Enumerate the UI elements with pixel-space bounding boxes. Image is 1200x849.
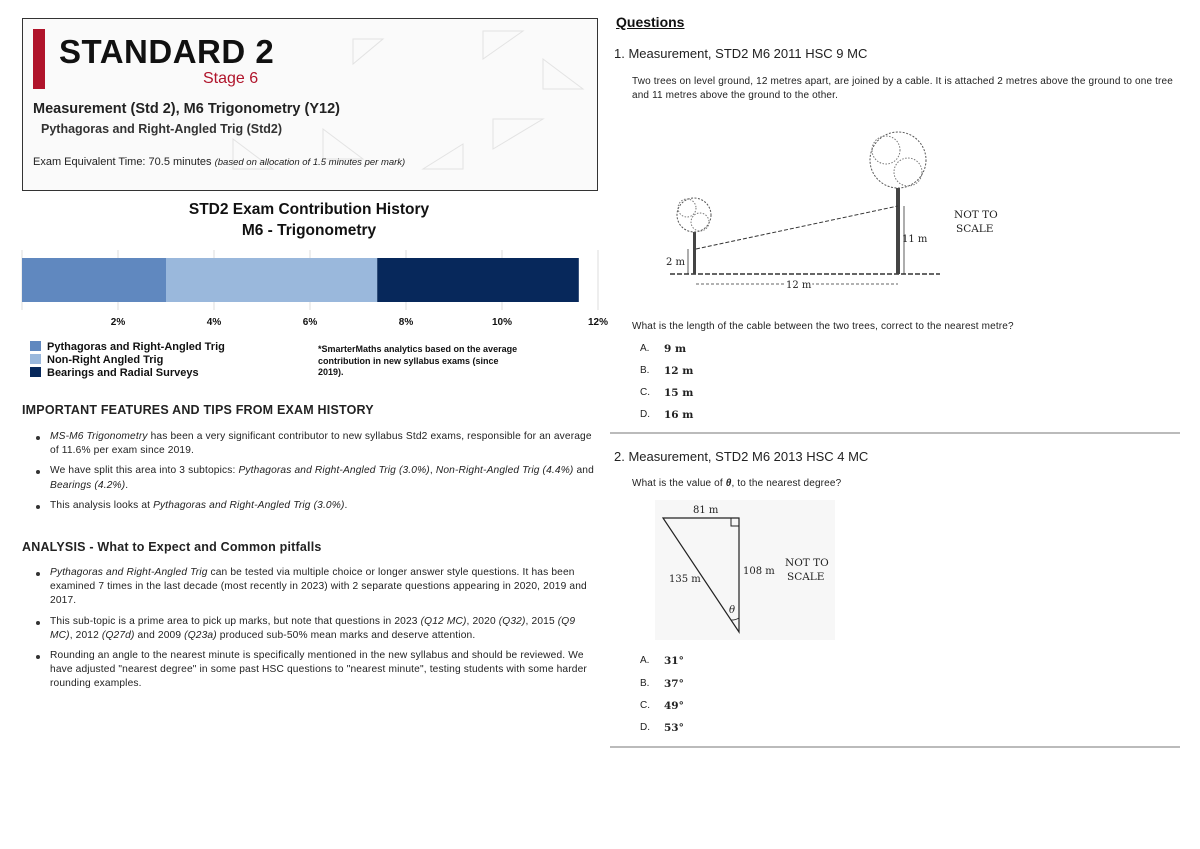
not-to-scale-line2: SCALE — [956, 223, 994, 235]
em-text: Non-Right-Angled Trig (4.4%) — [435, 465, 574, 477]
question-divider — [610, 432, 1180, 434]
option-letter: C. — [640, 387, 650, 398]
question-1-prompt: What is the length of the cable between the two trees, correct to the nearest metre? — [632, 321, 1014, 332]
header-panel — [22, 18, 598, 191]
question-1-text: Two trees on level ground, 12 metres apart, are joined by a cable. It is attached 2 metres above the ground to one tree and 11 metres above the ground to the other. — [632, 76, 1173, 101]
text: This analysis looks at — [50, 499, 154, 511]
x-tick-label: 12% — [587, 317, 609, 328]
label-135m: 135 m — [669, 574, 701, 585]
em-text: (Q12 MC) — [420, 615, 467, 627]
q2-option-c[interactable] — [640, 700, 684, 712]
question-1-trees-diagram — [660, 118, 1000, 294]
text: Rounding an angle to the nearest minute is specifically mentioned in the new syllabus and should be reviewed. We have adjusted "nearest degree" in some past HSC questions to "nearest minute", testing students with some harder rounding examples. — [50, 650, 587, 690]
legend-label-non-right: Non-Right Angled Trig — [47, 354, 164, 366]
question-1-title: 1. Measurement, STD2 M6 2011 HSC 9 MC — [614, 46, 868, 61]
option-letter: D. — [640, 409, 650, 420]
text: has been a very significant contributor to new syllabus Std2 exams, responsible for an average of 11.6% per exam since 2019. — [50, 431, 592, 457]
x-tick-label: 8% — [398, 317, 414, 328]
exam-time-label: Exam Equivalent Time: 70.5 minutes — [33, 156, 212, 168]
em-text: Pythagoras and Right-Angled Trig (3.0%) — [238, 465, 430, 477]
chart-footnote: *SmarterMaths analytics based on the average contribution in new syllabus exams (since 2019). — [318, 344, 518, 377]
legend-swatch-non-right — [30, 354, 41, 364]
em-text: MS-M6 Trigonometry — [50, 431, 148, 442]
text: . — [344, 499, 348, 511]
legend-swatch-bearings — [30, 367, 41, 377]
q1-option-d[interactable] — [640, 409, 694, 421]
option-value: 31° — [664, 655, 684, 667]
text: , 2015 — [525, 615, 558, 627]
q2-option-b[interactable] — [640, 678, 684, 690]
option-value: 37° — [664, 678, 684, 690]
text: and — [573, 465, 594, 477]
label-11m: 11 m — [902, 234, 928, 245]
text: can be tested via multiple choice or longer answer style questions. It has been examined 7 times in the last decade (most recently in 2023) with 2 separate questions appearing in 2020, 2019 and 2017. — [50, 567, 587, 607]
theta-symbol: θ — [725, 478, 732, 489]
option-letter: C. — [640, 700, 650, 711]
cable-line — [696, 206, 898, 249]
legend-label-pythagoras: Pythagoras and Right-Angled Trig — [47, 341, 225, 353]
exam-time-note: (based on allocation of 1.5 minutes per mark) — [214, 157, 406, 168]
x-tick-label: 2% — [110, 317, 126, 328]
label-12m: 12 m — [786, 280, 812, 291]
stage-label: Stage 6 — [203, 70, 259, 87]
label-108m: 108 m — [743, 566, 775, 577]
question-2-prompt — [632, 477, 1180, 491]
text: and 2009 — [134, 629, 185, 641]
exam-time — [33, 156, 405, 168]
legend-item-bearings — [30, 367, 199, 379]
legend-item-non-right — [30, 354, 163, 366]
q2-option-a[interactable] — [640, 655, 684, 667]
option-value: 16 m — [664, 409, 694, 421]
label-2m: 2 m — [666, 257, 686, 268]
subtopic-title: Pythagoras and Right-Angled Trig (Std2) — [41, 122, 282, 136]
option-value: 49° — [664, 700, 684, 712]
option-letter: A. — [640, 343, 650, 354]
legend-label-bearings: Bearings and Radial Surveys — [47, 367, 199, 379]
text: , 2012 — [69, 629, 102, 641]
list-item — [36, 566, 598, 609]
features-heading: IMPORTANT FEATURES AND TIPS FROM EXAM HISTORY — [22, 403, 374, 417]
em-text: (Q27d) — [101, 629, 135, 641]
analysis-list — [36, 566, 598, 698]
question-2-title: 2. Measurement, STD2 M6 2013 HSC 4 MC — [614, 449, 869, 464]
x-tick-label: 4% — [206, 317, 222, 328]
chart-title-line2: M6 - Trigonometry — [241, 222, 377, 239]
text: produced sub-50% mean marks and deserve attention. — [216, 629, 476, 641]
questions-heading: Questions — [616, 14, 685, 30]
em-text: Pythagoras and Right-Angled Trig (3.0%) — [153, 499, 345, 511]
features-list — [36, 430, 598, 519]
contribution-chart — [10, 250, 609, 330]
x-tick-label: 10% — [491, 317, 513, 328]
legend-swatch-pythagoras — [30, 341, 41, 351]
not-to-scale-line1: NOT TO — [954, 209, 998, 221]
text: . — [125, 479, 129, 491]
chart-title — [22, 199, 596, 241]
question-divider — [610, 746, 1180, 748]
label-81m: 81 m — [693, 505, 719, 516]
option-value: 12 m — [664, 365, 694, 377]
header-accent-bar — [33, 29, 45, 89]
option-letter: D. — [640, 722, 650, 733]
option-letter: B. — [640, 678, 650, 689]
analysis-heading: ANALYSIS - What to Expect and Common pitfalls — [22, 540, 322, 554]
chart-title-line1: STD2 Exam Contribution History — [188, 201, 430, 218]
option-letter: B. — [640, 365, 650, 376]
em-text: (Q23a) — [184, 629, 217, 641]
course-title: STANDARD 2 — [59, 33, 275, 70]
list-item — [36, 499, 598, 513]
text: , — [429, 465, 436, 477]
em-text: Pythagoras and Right-Angled Trig — [50, 567, 208, 578]
bar-segment-2 — [166, 258, 377, 302]
label-theta: θ — [729, 605, 736, 616]
legend-item-pythagoras — [30, 341, 225, 353]
x-tick-label: 6% — [302, 317, 318, 328]
not-to-scale-line2: SCALE — [787, 571, 825, 583]
question-2-triangle-diagram — [655, 500, 855, 640]
q1-option-a[interactable] — [640, 343, 687, 355]
bar-segment-3 — [377, 258, 579, 302]
em-text: (Q32) — [498, 615, 526, 627]
text: , 2020 — [466, 615, 499, 627]
text: What is the value of — [632, 478, 726, 489]
em-text: Bearings (4.2%) — [50, 479, 126, 491]
option-value: 53° — [664, 722, 684, 734]
em-text: (Q9 MC) — [50, 615, 576, 641]
large-tree-icon — [870, 132, 926, 274]
text: We have split this area into 3 subtopics: — [50, 465, 239, 477]
option-value: 9 m — [664, 343, 687, 355]
text: This sub-topic is a prime area to pick up marks, but note that questions in 2023 — [50, 615, 421, 627]
option-letter: A. — [640, 655, 650, 666]
q1-option-b[interactable] — [640, 365, 694, 377]
q1-option-c[interactable] — [640, 387, 694, 399]
bar-segment-1 — [22, 258, 166, 302]
text: , to the nearest degree? — [731, 478, 842, 489]
list-item — [36, 615, 598, 643]
option-value: 15 m — [664, 387, 694, 399]
list-item — [36, 464, 598, 492]
list-item — [36, 430, 598, 458]
q2-option-d[interactable] — [640, 722, 684, 734]
not-to-scale-line1: NOT TO — [785, 557, 829, 569]
topic-title: Measurement (Std 2), M6 Trigonometry (Y12) — [33, 101, 340, 117]
list-item — [36, 649, 598, 692]
